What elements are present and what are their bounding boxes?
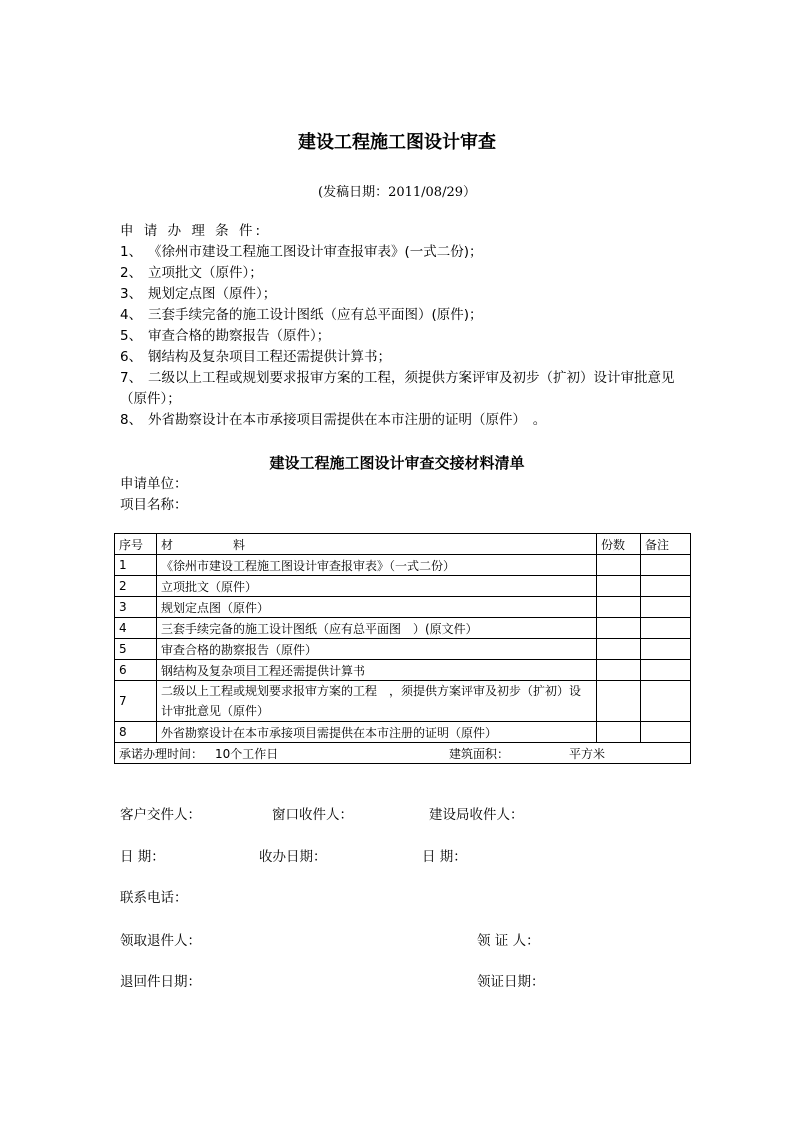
condition-text: 三套手续完备的施工设计图纸（应有总平面图）(原件)； [148,307,483,323]
row-copies [597,597,641,618]
condition-item [120,326,680,347]
row-seq: 3 [115,597,157,618]
condition-text: 二级以上工程或规划要求报审方案的工程，须提供方案评审及初步（扩初）设计审批意见（原件）； [120,370,675,407]
row-remarks [641,555,691,576]
row-remarks [641,576,691,597]
header-seq: 序号 [115,534,157,555]
row-material: 外省勘察设计在本市承接项目需提供在本市注册的证明（原件） [157,722,597,743]
table-row [115,639,691,660]
window-receiver-label: 窗口收件人： [272,807,353,823]
condition-number: 7、 [120,370,143,386]
footer-cell [115,743,691,764]
condition-item [120,347,680,368]
row-material: 钢结构及复杂项目工程还需提供计算书 [157,660,597,681]
cert-collector-label: 领 证 人： [477,933,540,949]
row-seq: 2 [115,576,157,597]
table-row [115,597,691,618]
receive-date-label: 收办日期： [259,849,327,865]
table-row [115,576,691,597]
condition-text: 《徐州市建设工程施工图设计审查报审表》(一式二份)； [148,244,483,260]
row-seq: 6 [115,660,157,681]
row-copies [597,681,641,722]
table-row [115,681,691,722]
row-seq: 7 [115,681,157,722]
row-seq: 5 [115,639,157,660]
row-copies [597,660,641,681]
condition-number: 6、 [120,349,143,365]
date-label-2: 日 期： [422,849,467,865]
table-header-row [115,534,691,555]
condition-text: 外省勘察设计在本市承接项目需提供在本市注册的证明（原件） 。 [148,412,547,428]
project-name-label: 项目名称： [120,497,188,513]
row-material: 立项批文（原件） [157,576,597,597]
row-remarks [641,722,691,743]
row-copies [597,639,641,660]
row-remarks [641,660,691,681]
header-copies: 份数 [597,534,641,555]
row-seq: 4 [115,618,157,639]
row-remarks [641,681,691,722]
header-material: 材 料 [157,534,597,555]
processing-time-label: 承诺办理时间： [119,747,204,761]
condition-item [120,284,680,305]
condition-number: 1、 [120,244,143,260]
row-material: 三套手续完备的施工设计图纸（应有总平面图 ）(原文件） [157,618,597,639]
table-row [115,722,691,743]
table-row [115,618,691,639]
row-material: 二级以上工程或规划要求报审方案的工程 ，须提供方案评审及初步（扩初）设计审批意见（原件） [157,681,597,722]
row-material: 审查合格的勘察报告（原件） [157,639,597,660]
table-row [115,660,691,681]
row-material: 《徐州市建设工程施工图设计审查报审表》（一式二份） [157,555,597,576]
building-area-label: 建筑面积： [449,747,510,761]
conditions-list [120,242,680,431]
table-footer-row [115,743,691,764]
condition-number: 4、 [120,307,143,323]
table-row [115,555,691,576]
condition-number: 3、 [120,286,143,302]
condition-text: 钢结构及复杂项目工程还需提供计算书； [148,349,391,365]
return-collector-label: 领取退件人： [120,933,201,949]
condition-item [120,242,680,263]
row-seq: 1 [115,555,157,576]
client-submitter-label: 客户交件人： [120,807,201,823]
row-remarks [641,618,691,639]
conditions-heading: 申 请 办 理 条 件: [120,223,264,239]
date-label: 日 期： [120,849,165,865]
row-copies [597,722,641,743]
bureau-receiver-label: 建设局收件人： [429,807,524,823]
cert-date-label: 领证日期： [477,974,545,990]
row-remarks [641,597,691,618]
condition-item [120,368,680,410]
materials-table [114,533,691,764]
document-title: 建设工程施工图设计审查 [298,132,496,153]
condition-number: 2、 [120,265,143,281]
header-remarks: 备注 [641,534,691,555]
condition-item [120,305,680,326]
applicant-unit-label: 申请单位： [120,476,188,492]
phone-label: 联系电话： [120,890,188,906]
condition-text: 审查合格的勘察报告（原件）； [148,328,331,344]
row-copies [597,576,641,597]
condition-item [120,410,680,431]
row-seq: 8 [115,722,157,743]
row-copies [597,555,641,576]
checklist-title: 建设工程施工图设计审查交接材料清单 [269,454,525,472]
condition-number: 8、 [120,412,143,428]
condition-text: 规划定点图（原件）； [148,286,277,302]
condition-number: 5、 [120,328,143,344]
area-unit: 平方米 [569,747,606,761]
row-remarks [641,639,691,660]
processing-time-value: 10个工作日 [215,747,279,761]
publish-date: (发稿日期：2011/08/29） [318,185,476,200]
condition-item [120,263,680,284]
condition-text: 立项批文（原件）； [148,265,263,281]
row-copies [597,618,641,639]
row-material: 规划定点图（原件） [157,597,597,618]
return-date-label: 退回件日期： [120,974,201,990]
